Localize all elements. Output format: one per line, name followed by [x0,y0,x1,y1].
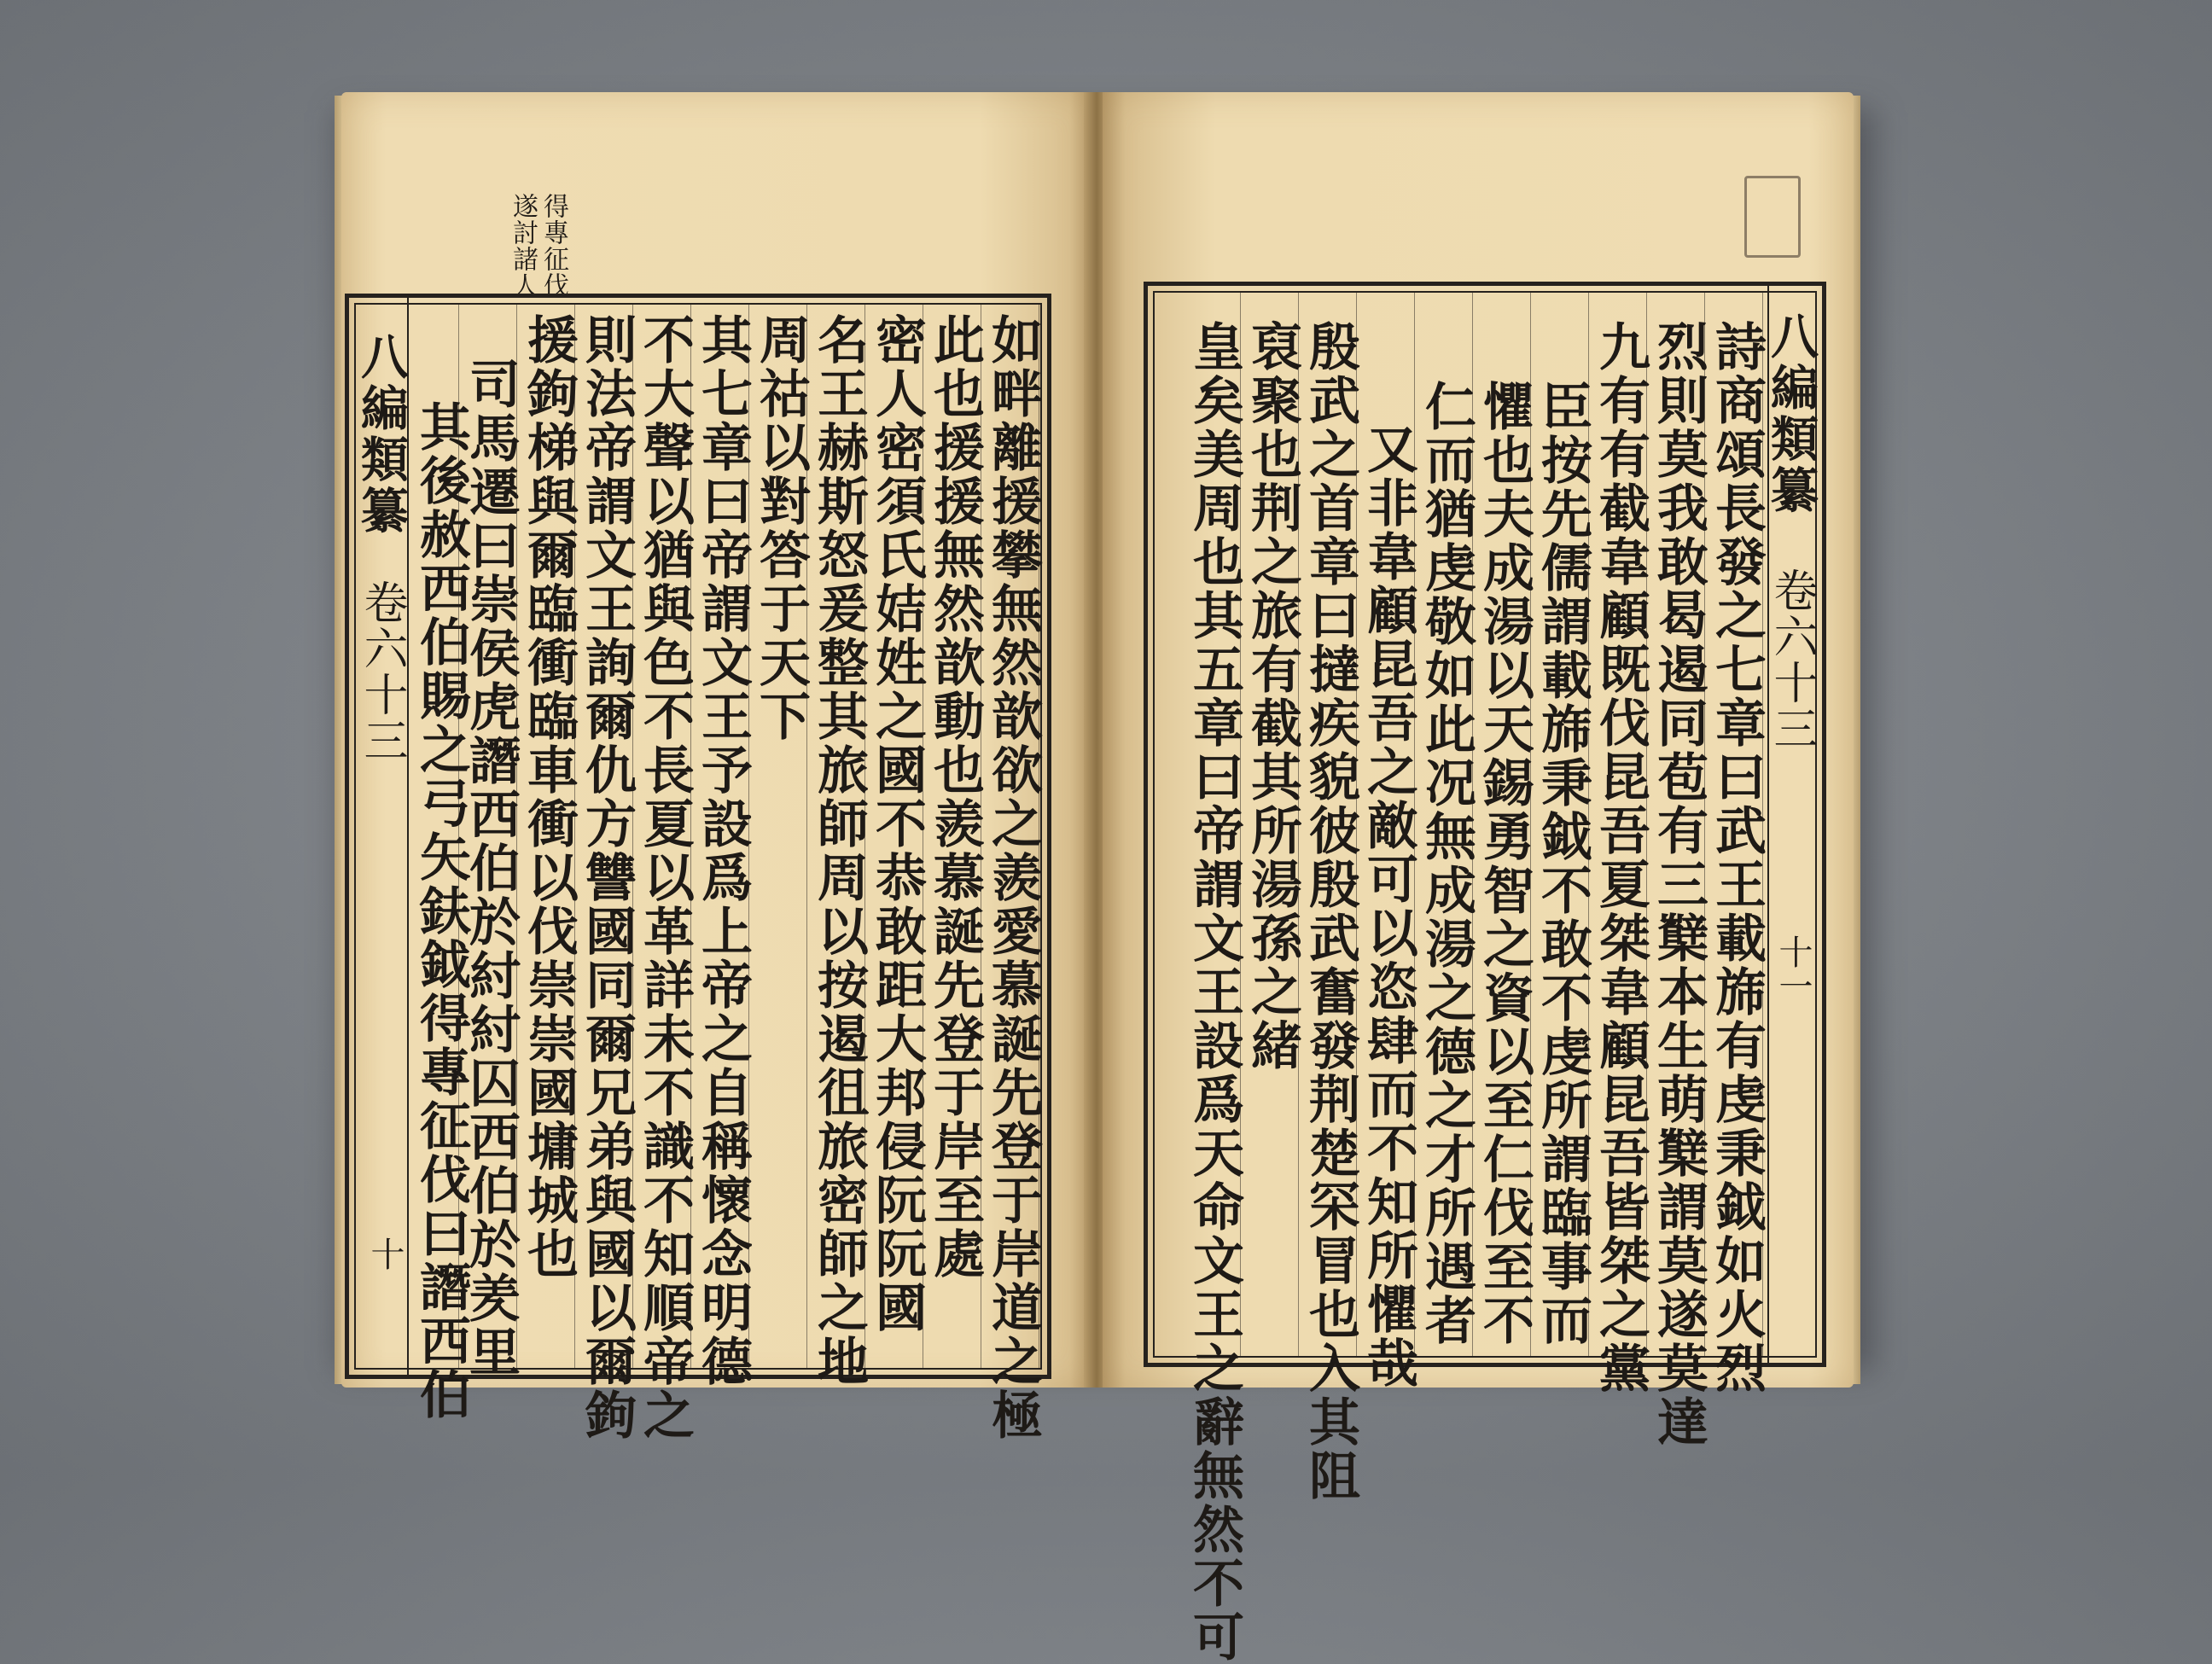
right-page [1103,92,1854,1664]
left-col-8: 則法帝謂文王詢爾仇方讐國同爾兄弟與國以爾鉤 [577,313,637,1442]
column-rule [1646,293,1647,1356]
column-rule [458,305,459,1368]
right-col-8: 殷武之首章曰撻疾貌彼殷武奮發荆楚罙冒也入其阻 [1301,320,1360,1503]
left-col-6: 其七章曰帝謂文王予設爲上帝之自稱懷念明德 [693,313,753,1388]
column-rule [574,305,575,1368]
right-col-9: 裒聚也荆之旅有截其所湯孫之緒 [1243,320,1302,1073]
left-heading-rule [407,298,409,1375]
left-folio: 十 [365,1236,405,1271]
column-rule [1530,293,1531,1356]
column-rule [864,305,865,1368]
margin-note-1: 得專征伐 [538,193,568,299]
margin-note-2: 遂討諸人 [508,193,538,299]
column-rule [1298,293,1299,1356]
right-col-10: 皇矣美周也其五章曰帝謂文王設爲天命文王之辭無然不可 [1185,320,1244,1664]
right-col-1: 詩商頌長發之七章曰武王載旆有虔秉鉞如火烈 [1707,320,1767,1395]
right-text-frame [1144,282,1826,1664]
right-col-4: 臣按先儒謂載旆秉鉞不敢不虔所謂臨事而 [1533,380,1592,1347]
left-page [341,92,1092,1442]
column-rule [690,305,691,1368]
left-col-11: 其後赦西伯賜之弓矢鈇鉞得專征伐曰譖西伯 [411,400,471,1422]
left-text-frame [345,294,1051,1442]
left-heading: 八編類纂 [353,332,410,537]
left-col-2: 此也援援無然歆動也羨慕誕先登于岸至處 [925,313,985,1281]
column-rule [1588,293,1589,1356]
right-heading: 八編類纂 [1763,311,1819,516]
left-col-1: 如畔離援攀無然歆欲之羨愛慕誕先登于岸道之極 [983,313,1043,1442]
right-col-5: 懼也夫成湯以天錫勇智之資以至仁伐至不 [1475,380,1534,1347]
column-rule [748,305,749,1368]
column-rule [806,305,807,1368]
left-volume: 卷六十三 [356,579,407,764]
left-col-4: 名王赫斯怒爰整其旅師周以按遏徂旅密師之地 [809,313,869,1388]
left-col-7: 不大聲以猶與色不長夏以革詳未不識不知順帝之 [635,313,695,1442]
left-col-3: 密人密須氏姞姓之國不恭敢距大邦侵阮阮國 [867,313,927,1335]
column-rule [1414,293,1415,1356]
column-rule [1240,293,1241,1356]
right-col-3: 九有有截韋顧既伐昆吾夏桀韋顧昆吾皆桀之黨 [1591,320,1650,1395]
column-rule [1762,293,1763,1356]
left-col-10: 司馬遷曰崇侯虎譖西伯於紂紂囚西伯於羑里 [461,358,521,1379]
column-rule [1356,293,1357,1356]
right-col-2: 烈則莫我敢曷遏同苞有三櫱本生萌櫱謂莫遂莫達 [1649,320,1708,1449]
right-volume: 卷六十三 [1766,567,1817,752]
column-rule [1704,293,1705,1356]
right-folio: 十一 [1773,934,1813,1003]
right-col-6: 仁而猶虔敬如此况無成湯之德之才所遇者 [1417,380,1476,1347]
left-col-5: 周祜以對答于天下 [751,313,811,743]
column-rule [516,305,517,1368]
left-col-9: 援鉤梯與爾臨衝臨車衝以伐崇崇國墉城也 [519,313,579,1281]
column-rule [1472,293,1473,1356]
right-col-7: 又非韋顧昆吾之敵可以恣肆而不知所懼哉 [1359,422,1418,1390]
column-rule [632,305,633,1368]
seal-stamp-icon [1744,176,1801,258]
